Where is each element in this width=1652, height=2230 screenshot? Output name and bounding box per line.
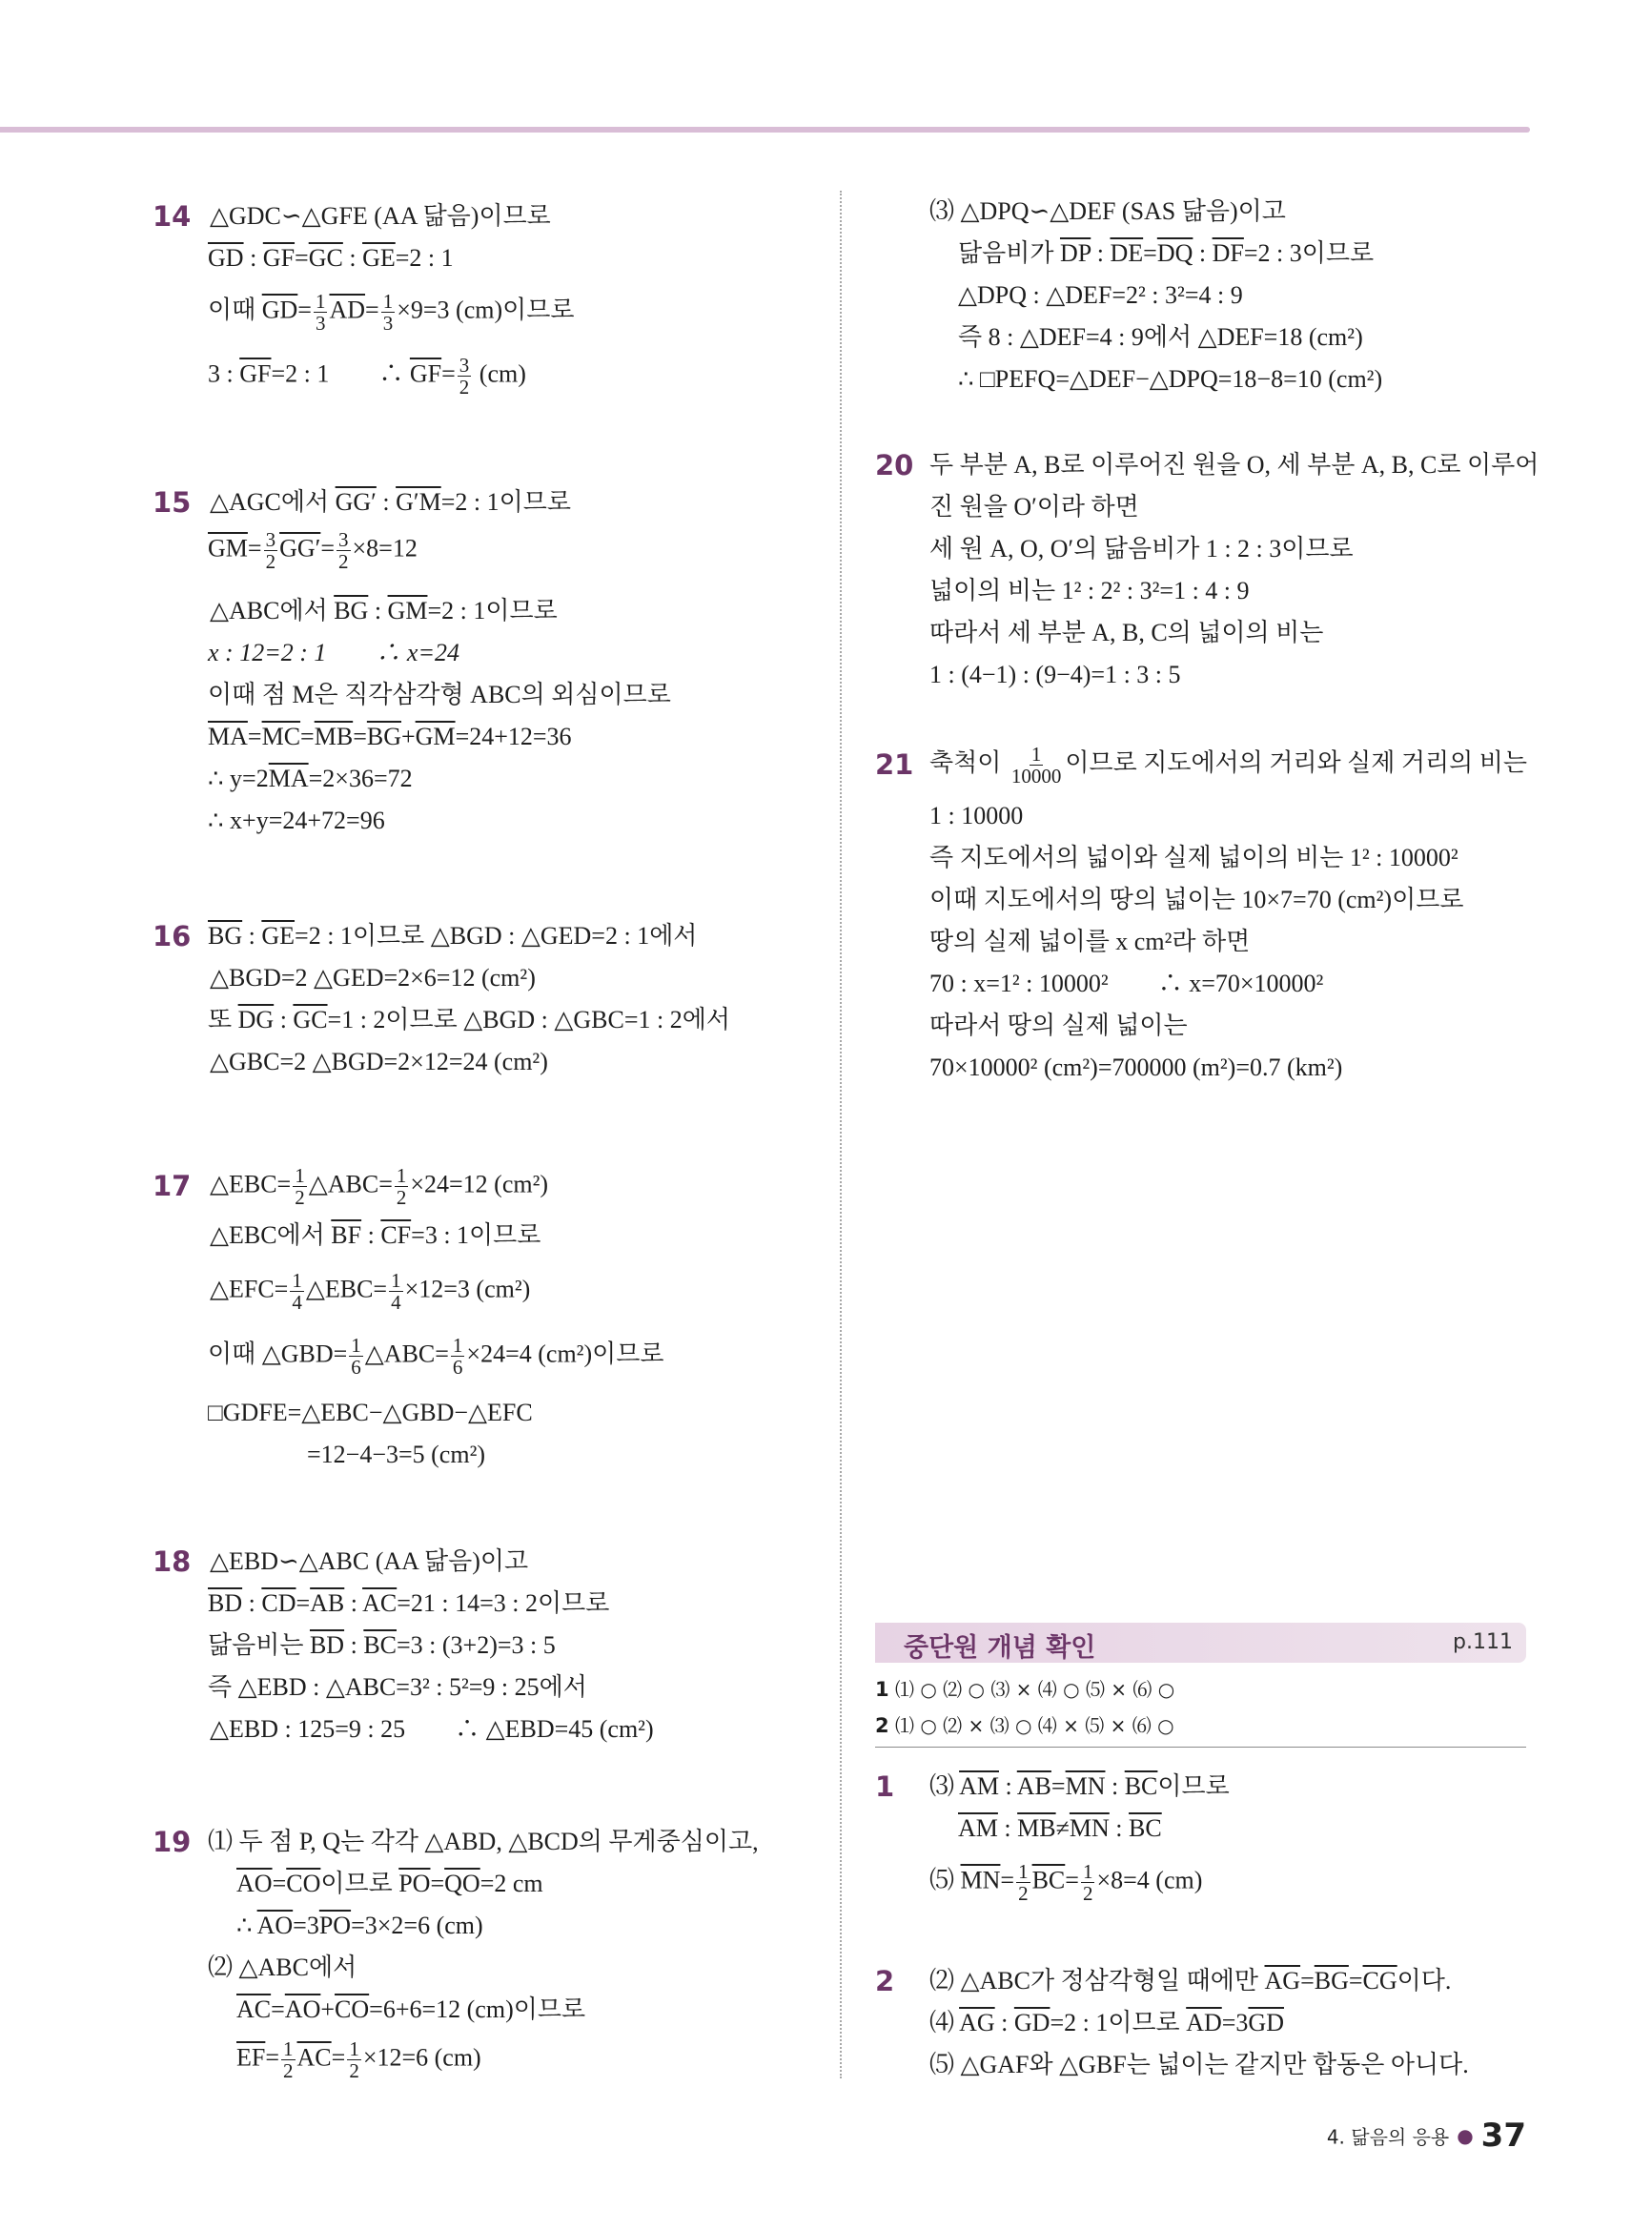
problem-line: 따라서 땅의 실제 넓이는 [929, 1012, 1188, 1039]
problem-number: 17 [153, 1170, 192, 1202]
problem-number: 19 [153, 1826, 192, 1858]
problem-line: 넓이의 비는 1² : 2² : 3²=1 : 4 : 9 [929, 577, 1250, 604]
problem-line: 70 : x=1² : 10000² ∴ x=70×10000² [929, 970, 1324, 997]
page-footer [1327, 2117, 1526, 2155]
fraction: $\frac{1}{2}$ [295, 1164, 305, 1209]
problem-line: =12−4−3=5 (cm²) [307, 1441, 486, 1468]
problem-line: ⑶ △DPQ∽△DEF (SAS 닮음)이고 [929, 197, 1286, 225]
concept-answer-row-1: 1 ⑴ ○ ⑵ ○ ⑶ × ⑷ ○ ⑸ × ⑹ ○ [875, 1678, 1175, 1701]
problem-line: 이때 지도에서의 땅의 넓이는 10×7=70 (cm²)이므로 [929, 886, 1464, 913]
problem-line: △DPQ : △DEF=2² : 3²=4 : 9 [958, 281, 1243, 309]
fraction: $\frac{1}{4}$ [391, 1269, 401, 1314]
problem-line: x : 12=2 : 1 ∴ x=24 [208, 639, 459, 666]
concept-answer-row-2: 2 ⑴ ○ ⑵ × ⑶ ○ ⑷ × ⑸ × ⑹ ○ [875, 1714, 1174, 1737]
problem-line: 즉 지도에서의 넓이와 실제 넓이의 비는 1² : 10000² [929, 844, 1458, 871]
problem-number: 2 [875, 1965, 895, 1997]
problem-line: $\overline{BD}$ : $\overline{CD}=\overline{AB}$ : $\overline{AC}=21$ : 14=3 : 2이므로 [208, 1589, 610, 1617]
problem-line: ∴ $y=2\overline{MA}=2\times 36=72$ [208, 765, 413, 792]
problem-line: ⑴ 두 점 P, Q는 각각 △ABD, △BCD의 무게중심이고, [208, 1828, 759, 1855]
problem-line: 3 : $\overline{GF}=2$ : 1 ∴ $\overline{GF}=$ $\frac{3}{2}$ (cm) [208, 354, 526, 399]
problem-line: 즉 8 : △DEF=4 : 9에서 △DEF=18 (cm²) [958, 323, 1363, 351]
problem-line: 닮음비가 $\overline{DP}$ : $\overline{DE}=\overline{DQ}$ : $\overline{DF}=2$ : 3이므로 [958, 239, 1375, 267]
problem-line: □GDFE=△EBC−△GBD−△EFC [208, 1399, 533, 1426]
problem-line: ⑵ △ABC가 정삼각형일 때에만 $\overline{AG}=\overline{BG}=\overline{CG}$이다. [929, 1967, 1452, 1995]
concept-check-header [875, 1623, 1526, 1663]
problem-line: △EBC에서 $\overline{BF}$ : $\overline{CF}=3$ : 1이므로 [210, 1221, 541, 1249]
page-number: 37 [1480, 2117, 1526, 2155]
concept-check-title: 중단원 개념 확인 [904, 1633, 1096, 1663]
problem-line: $\overline{GM}=$ $\frac{3}{2}$ GG′= $\frac{3}{2}$ ×8=12 [208, 528, 418, 573]
problem-line: $\overline{EF}=$ $\frac{1}{2}$ $\overline{AC}=$ $\frac{1}{2}$ ×12=6 (cm) [236, 2037, 481, 2082]
problem-line: 땅의 실제 넓이를 x cm²라 하면 [929, 928, 1251, 955]
concept-divider [875, 1747, 1526, 1748]
concept-check-page: p.111 [1453, 1630, 1513, 1654]
fraction: $\frac{3}{2}$ [265, 528, 276, 573]
problem-line: $\overline{MA}=\overline{MC}=\overline{MB}=\overline{BG}+\overline{GM}=24+12=36$ [208, 723, 572, 750]
problem-line: ∴ □PEFQ=△DEF−△DPQ=18−8=10 (cm²) [958, 365, 1383, 393]
problem-line: △EBD : 125=9 : 25 ∴ △EBD=45 (cm²) [210, 1715, 654, 1743]
problem-line: ∴ x+y=24+72=96 [208, 807, 385, 834]
problem-line: 축척이 $\frac{1}{10000}$ 이므로 지도에서의 거리와 실제 거리의 비는 [929, 743, 1527, 788]
fraction: $\frac{1}{6}$ [351, 1334, 361, 1379]
chapter-label: 4. 닮음의 응용 [1326, 2125, 1450, 2149]
problem-line: 이때 $\overline{GD}=$ $\frac{1}{3}$ $\overline{AD}=$ $\frac{1}{3}$ ×9=3 (cm)이므로 [208, 290, 575, 335]
problem-line: ⑶ $\overline{AM}$ : $\overline{AB}=\overline{MN}$ : $\overline{BC}$이므로 [929, 1772, 1230, 1800]
problem-line: △EFC= $\frac{1}{4}$ △EBC= $\frac{1}{4}$ ×12=3 (cm²) [210, 1269, 531, 1314]
problem-line: 진 원을 O′이라 하면 [929, 493, 1139, 521]
column-divider [840, 191, 842, 2078]
problem-line: △BGD=2 △GED=2×6=12 (cm²) [210, 964, 536, 992]
problem-line: $\overline{AM}$ : $\overline{MB}\ne\overline{MN}$ : $\overline{BC}$ [958, 1814, 1162, 1842]
problem-line: △GBC=2 △BGD=2×12=24 (cm²) [210, 1048, 548, 1075]
fraction: $\frac{3}{2}$ [459, 354, 470, 399]
problem-line: △EBD∽△ABC (AA 닮음)이고 [210, 1547, 529, 1575]
problem-line: 닮음비는 $\overline{BD}$ : $\overline{BC}=3$ : (3+2)=3 : 5 [208, 1631, 556, 1659]
problem-number: 20 [875, 449, 914, 481]
problem-line: 두 부분 A, B로 이루어진 원을 O, 세 부분 A, B, C로 이루어 [929, 451, 1540, 479]
fraction: $\frac{1}{6}$ [452, 1334, 463, 1379]
problem-line: △AGC에서 GG′ : G′M=2 : 1이므로 [210, 488, 571, 516]
footer-bullet-icon: ● [1457, 2124, 1474, 2147]
fraction: $\frac{1}{2}$ [283, 2037, 294, 2082]
problem-line: $\overline{AO}=\overline{CO}$이므로 $\overline{PO}=\overline{QO}=2$ cm [236, 1870, 543, 1897]
problem-number: 21 [875, 748, 914, 781]
fraction: $\frac{3}{2}$ [338, 528, 349, 573]
problem-line: ⑷ $\overline{AG}$ : $\overline{GD}=2$ : 1이므로 $\overline{AD}=3\overline{GD}$ [929, 2009, 1284, 2036]
problem-line: 세 원 A, O, O′의 닮음비가 1 : 2 : 3이므로 [929, 535, 1354, 563]
problem-number: 1 [875, 1770, 895, 1803]
top-rule [0, 127, 1530, 133]
problem-line: 1 : (4−1) : (9−4)=1 : 3 : 5 [929, 661, 1181, 688]
problem-line: 이때 점 M은 직각삼각형 ABC의 외심이므로 [208, 681, 671, 708]
problem-number: 16 [153, 920, 192, 952]
fraction: $\frac{1}{4}$ [292, 1269, 302, 1314]
problem-line: △EBC= $\frac{1}{2}$ △ABC= $\frac{1}{2}$ ×24=12 (cm²) [210, 1164, 549, 1209]
problem-line: 1 : 10000 [929, 802, 1024, 829]
fraction: $\frac{1}{3}$ [315, 290, 326, 335]
fraction: $\frac{1}{2}$ [396, 1164, 407, 1209]
fraction: $\frac{1}{3}$ [382, 290, 394, 335]
problem-line: 이때 △GBD= $\frac{1}{6}$ △ABC= $\frac{1}{6}$ ×24=4 (cm²)이므로 [208, 1334, 664, 1379]
problem-line: 즉 △EBD : △ABC=3² : 5²=9 : 25에서 [208, 1673, 587, 1701]
problem-line: ⑵ △ABC에서 [208, 1954, 357, 1981]
fraction: $\frac{1}{10000}$ [1010, 743, 1062, 788]
problem-line: ⑸ △GAF와 △GBF는 넓이는 같지만 합동은 아니다. [929, 2051, 1469, 2078]
fraction: $\frac{1}{2}$ [1082, 1860, 1093, 1905]
problem-line: 또 $\overline{DG}$ : $\overline{GC}=1$ : 2이므로 △BGD : △GBC=1 : 2에서 [208, 1006, 730, 1033]
problem-line: ⑸ $\overline{MN}=$ $\frac{1}{2}$ $\overline{BC}=$ $\frac{1}{2}$ ×8=4 (cm) [929, 1860, 1203, 1905]
problem-line: △GDC∽△GFE (AA 닮음)이므로 [210, 202, 551, 230]
problem-number: 15 [153, 486, 192, 519]
problem-line: $\overline{GD}$ : $\overline{GF}=\overline{GC}$ : $\overline{GE}=2$ : 1 [208, 244, 454, 272]
problem-line: $\overline{AC}=\overline{AO}+\overline{CO}=6+6=12$ (cm)이므로 [236, 1995, 586, 2023]
fraction: $\frac{1}{2}$ [349, 2037, 359, 2082]
fraction: $\frac{1}{2}$ [1018, 1860, 1029, 1905]
problem-line: 70×10000² (cm²)=700000 (m²)=0.7 (km²) [929, 1054, 1343, 1081]
problem-number: 18 [153, 1545, 192, 1578]
problem-line: 따라서 세 부분 A, B, C의 넓이의 비는 [929, 619, 1324, 646]
problem-number: 14 [153, 200, 192, 233]
problem-line: △ABC에서 $\overline{BG}$ : $\overline{GM}=2$ : 1이므로 [210, 597, 558, 624]
problem-line: $\overline{BG}$ : $\overline{GE}=2$ : 1이므로 △BGD : △GED=2 : 1에서 [208, 922, 698, 950]
problem-line: ∴ $\overline{AO}=3\overline{PO}=3\times 2=6$ (cm) [236, 1912, 483, 1939]
